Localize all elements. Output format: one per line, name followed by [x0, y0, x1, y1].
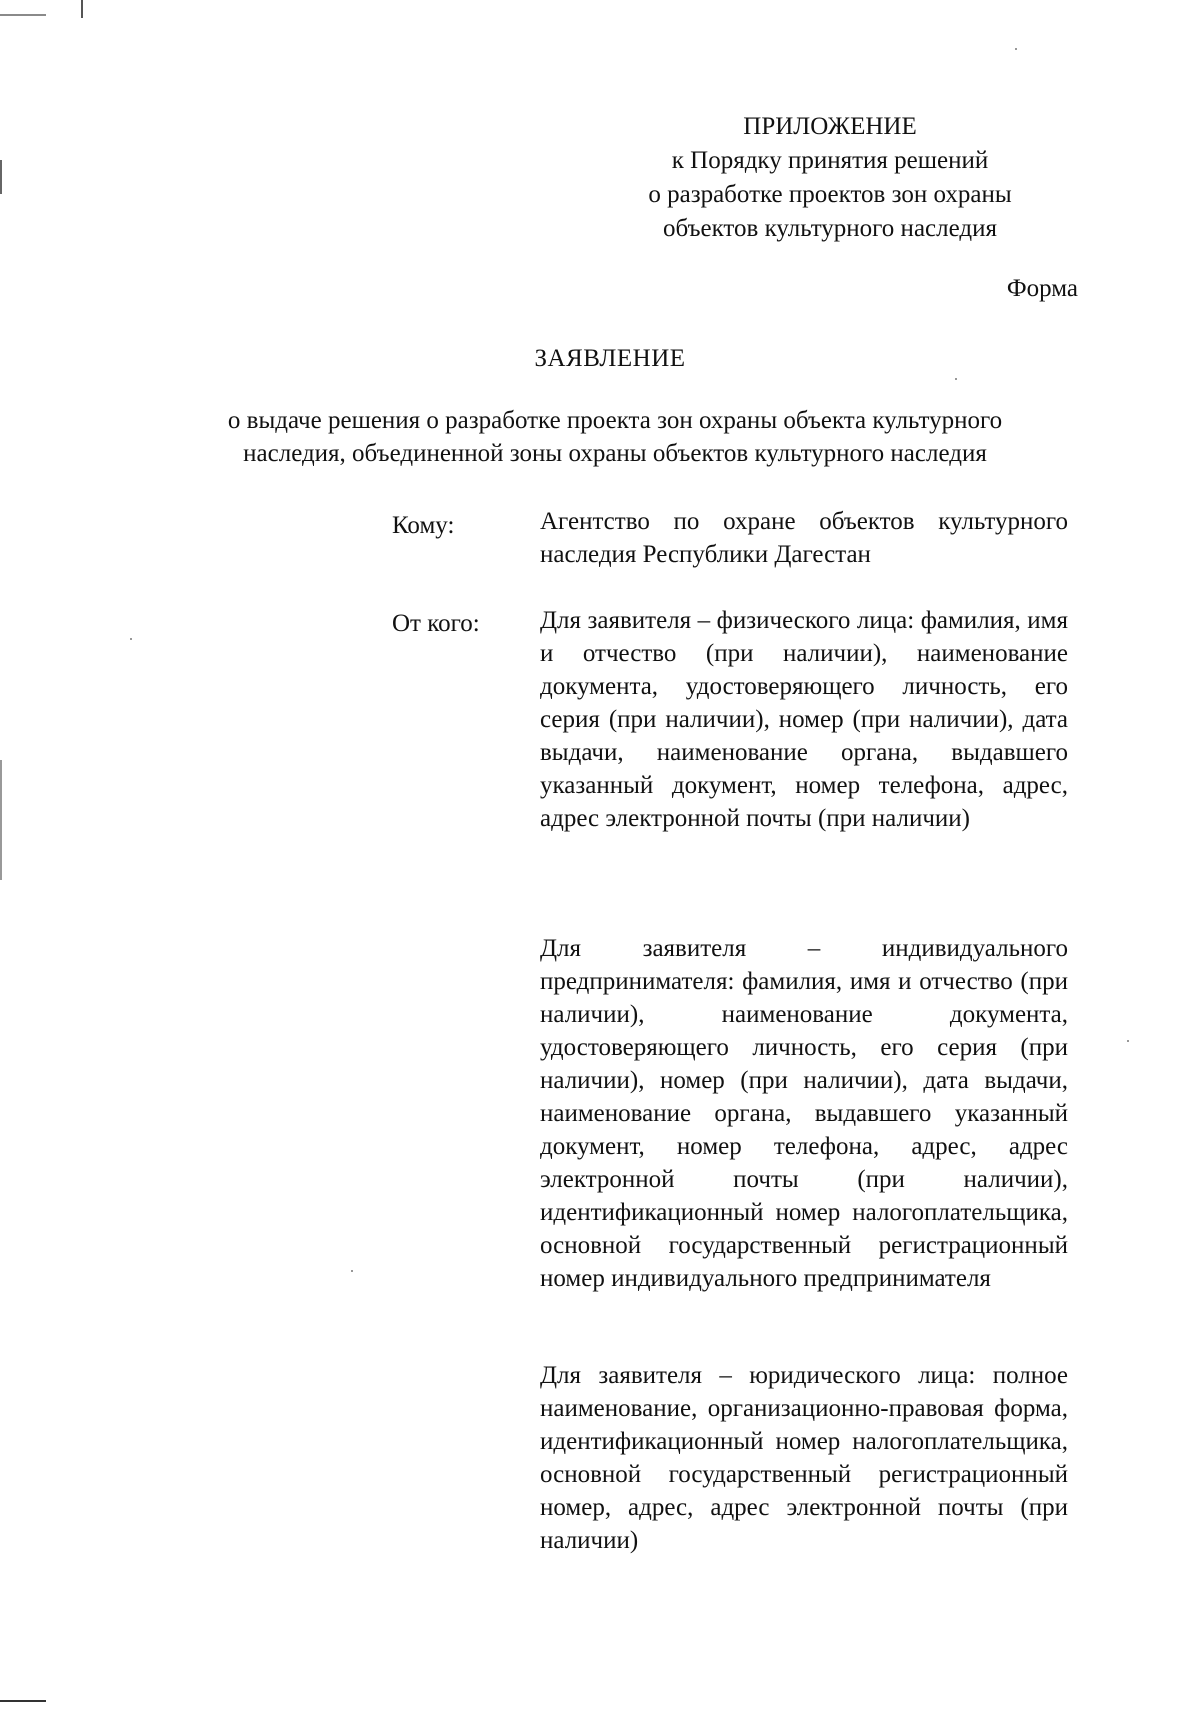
scan-artifact-left-edge — [0, 160, 2, 194]
subtitle-line: наследия, объединенной зоны охраны объектов культурного наследия — [243, 440, 987, 467]
scan-speck — [130, 638, 132, 640]
appendix-line: объектов культурного наследия — [663, 215, 997, 242]
recipient-value: Агентство по охране объектов культурного наследия Республики Дагестан — [540, 508, 1068, 568]
sender-label: От кого: — [392, 610, 480, 637]
scan-speck — [1015, 48, 1017, 50]
scan-artifact-top-tick — [81, 0, 83, 18]
document-subtitle — [150, 404, 1080, 470]
scan-artifact-left-edge-lower — [0, 760, 2, 880]
appendix-line: к Порядку принятия решений — [671, 147, 989, 174]
sender-entrepreneur-paragraph: Для заявителя – индивидуального предпринимателя: фамилия, имя и отчество (при наличии), наименование документа, удостоверяющего личность, его серия (при наличии), номер (при наличии), дата выдачи, наименование органа, выдавшего указанный документ, номер телефона, адрес, адрес электронной почты (при наличии), идентификационный номер налогоплательщика, основной государственный регистрационный номер индивидуального предпринимателя — [540, 935, 1068, 1292]
appendix-header — [600, 110, 1060, 246]
sender-legal-entity-paragraph: Для заявителя – юридического лица: полное наименование, организационно-правовая форма, идентификационный номер налогоплательщика, основной государственный регистрационный номер, адрес, адрес электронной почты (при наличии) — [540, 1362, 1068, 1554]
scan-artifact-top-left — [0, 14, 46, 16]
scan-speck — [1127, 1040, 1129, 1042]
appendix-title: ПРИЛОЖЕНИЕ — [743, 113, 917, 140]
sender-individual-paragraph: Для заявителя – физического лица: фамилия, имя и отчество (при наличии), наименование документа, удостоверяющего личность, его серия (при наличии), номер (при наличии), дата выдачи, наименование органа, выдавшего указанный документ, номер телефона, адрес, адрес электронной почты (при наличии) — [540, 607, 1068, 832]
scan-speck — [351, 1270, 353, 1272]
scan-artifact-bottom-left — [0, 1700, 46, 1702]
appendix-line: о разработке проектов зон охраны — [648, 181, 1012, 208]
recipient-label: Кому: — [392, 512, 455, 539]
scan-speck — [955, 378, 957, 380]
document-title: ЗАЯВЛЕНИЕ — [534, 345, 686, 372]
subtitle-line: о выдаче решения о разработке проекта зон охраны объекта культурного — [227, 407, 1003, 434]
form-label: Форма — [1006, 275, 1078, 302]
